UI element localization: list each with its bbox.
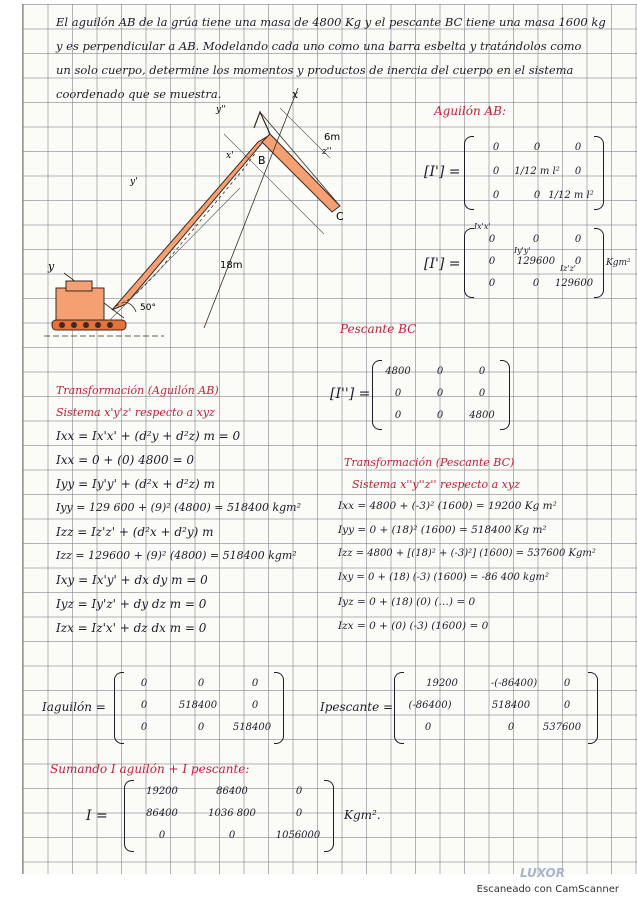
matrix1-cell: 0: [533, 142, 541, 153]
point-c-label: C: [336, 210, 344, 223]
i-pescante-cell: (-86400): [408, 700, 452, 711]
transform-ab-line: Ixx = 0 + (0) 4800 = 0: [56, 453, 194, 467]
i-pescante-cell: 518400: [491, 700, 531, 711]
i-aguilon-cell: 0: [251, 678, 259, 689]
transform-ab-line: Iyy = Iy'y' + (d²x + d²z) m: [56, 477, 215, 491]
axis-x-prime-label: x': [226, 151, 234, 161]
transform-bc-line: Ixx = 4800 + (-3)² (1600) = 19200 Kg m²: [338, 500, 557, 512]
transform-bc-line: Izx = 0 + (0) (-3) (1600) = 0: [338, 620, 489, 632]
i-pescante-cell: 0: [424, 722, 432, 733]
crane-jib: [262, 134, 340, 212]
sum-cell: 1056000: [275, 830, 321, 841]
matrix1-cell: 1/12 m l²: [514, 166, 560, 177]
axis-x-label: x: [292, 88, 299, 101]
matrix2-unit: Kgm²: [606, 258, 631, 268]
sum-cell: 86400: [146, 808, 178, 819]
axis-y-prime-label: y': [130, 177, 138, 187]
matrix2: [464, 228, 604, 298]
pescante-matrix-cell: 4800: [469, 410, 495, 421]
transform-ab-line: Izz = Iz'z' + (d²x + d²y) m: [56, 525, 214, 539]
axis-y-label: y: [48, 260, 55, 273]
transform-ab-line: Iyz = Iy'z' + dy dz m = 0: [56, 597, 207, 611]
matrix2-cell: 0: [488, 234, 496, 245]
transform-bc-subtitle: Sistema x''y''z'' respecto a xyz: [352, 478, 520, 491]
pescante-heading: Pescante BC: [340, 322, 417, 336]
pescante-matrix-cell: 0: [478, 388, 486, 399]
pescante-matrix-cell: 0: [436, 366, 444, 377]
crane-cab: [52, 281, 126, 330]
i-pescante-matrix: [394, 672, 598, 744]
sum-cell: 0: [158, 830, 166, 841]
i-aguilon-cell: 518400: [232, 722, 272, 733]
i-aguilon-matrix: [114, 672, 284, 744]
pescante-matrix-cell: 0: [436, 388, 444, 399]
statement-line-3: un solo cuerpo, determine los momentos y productos de inercia del cuerpo en el sistema: [56, 63, 574, 77]
i-aguilon-cell: 518400: [178, 700, 218, 711]
pescante-matrix-cell: 0: [394, 410, 402, 421]
pescante-matrix-cell: 4800: [385, 366, 411, 377]
sum-unit: Kgm².: [344, 808, 381, 822]
axis-y-dbl-label: y'': [216, 105, 227, 115]
matrix2-cell: 129600: [554, 278, 594, 289]
i-aguilon-cell: 0: [140, 722, 148, 733]
scanner-footer-text: Escaneado con CamScanner: [476, 884, 619, 895]
point-b-label: B: [258, 154, 266, 167]
matrix2-cell: 0: [574, 234, 582, 245]
transform-ab-line: Iyy = 129 600 + (9)² (4800) = 518400 kgm²: [56, 501, 301, 514]
matrix1-cell: 0: [574, 142, 582, 153]
transform-ab-title: Transformación (Aguilón AB): [56, 384, 219, 397]
matrix2-tag-ixx: Ix'x': [474, 222, 491, 231]
statement-line-4: coordenado que se muestra.: [56, 87, 222, 101]
i-pescante-cell: 537600: [542, 722, 582, 733]
transform-bc-line: Iyy = 0 + (18)² (1600) = 518400 Kg m²: [338, 524, 547, 536]
matrix1-cell: 0: [533, 190, 541, 201]
i-aguilon-cell: 0: [251, 700, 259, 711]
sum-label: I =: [86, 808, 108, 824]
matrix2-tag-iyy: Iy'y': [514, 246, 531, 255]
transform-bc-line: Ixy = 0 + (18) (-3) (1600) = -86 400 kgm²: [338, 572, 549, 583]
matrix1-cell: 0: [574, 166, 582, 177]
i-aguilon-cell: 0: [140, 700, 148, 711]
i-pescante-cell: 0: [507, 722, 515, 733]
transform-ab-line: Izx = Iz'x' + dz dx m = 0: [56, 621, 207, 635]
matrix2-cell: 0: [488, 278, 496, 289]
transform-ab-line: Ixy = Ix'y' + dx dy m = 0: [56, 573, 208, 587]
transform-bc-line: Iyz = 0 + (18) (0) (…) = 0: [338, 596, 476, 608]
scanner-footer: [0, 884, 637, 895]
sum-cell: 19200: [146, 786, 178, 797]
i-pescante-cell: 0: [563, 700, 571, 711]
matrix2-label: [I'] =: [424, 256, 461, 272]
pescante-matrix-label: [I''] =: [330, 386, 371, 402]
matrix2-cell: 129600: [516, 256, 556, 267]
sum-cell: 0: [228, 830, 236, 841]
matrix1-cell: 0: [492, 142, 500, 153]
transform-bc-title: Transformación (Pescante BC): [344, 456, 515, 469]
sum-cell: 0: [295, 808, 303, 819]
matrix1-cell: 1/12 m l²: [548, 190, 594, 201]
sum-cell: 1036 800: [208, 808, 256, 819]
axis-z-dbl-label: z'': [322, 147, 332, 157]
i-aguilon-cell: 0: [140, 678, 148, 689]
statement-line-1: El aguilón AB de la grúa tiene una masa de 4800 Kg y el pescante BC tiene una masa 1600 kg: [56, 15, 606, 29]
sum-matrix: [124, 780, 334, 852]
crane-figure: [44, 88, 364, 358]
matrix2-cell: 0: [532, 234, 540, 245]
dimension-18m: 18m: [220, 260, 243, 271]
matrix2-tag-izz: Iz'z': [560, 264, 576, 273]
i-pescante-cell: 19200: [426, 678, 458, 689]
angle-label: 50°: [140, 303, 156, 313]
pescante-matrix-cell: 0: [478, 366, 486, 377]
matrix2-cell: 0: [532, 278, 540, 289]
i-aguilon-cell: 0: [197, 722, 205, 733]
crane-boom: [112, 136, 268, 310]
matrix2-cell: 0: [488, 256, 496, 267]
transform-ab-subtitle: Sistema x'y'z' respecto a xyz: [56, 406, 215, 419]
i-pescante-cell: 0: [563, 678, 571, 689]
transform-bc-line: Izz = 4800 + [(18)² + (-3)²] (1600) = 537600 Kgm²: [338, 548, 596, 559]
matrix2-cell: 0: [574, 256, 582, 267]
aguilon-heading: Aguilón AB:: [434, 104, 507, 118]
sum-cell: 86400: [216, 786, 248, 797]
i-aguilon-label: Iaguilón =: [42, 700, 106, 714]
i-aguilon-cell: 0: [197, 678, 205, 689]
sum-title: Sumando I aguilón + I pescante:: [50, 762, 250, 776]
matrix1-label: [I'] =: [424, 164, 461, 180]
matrix1-cell: 0: [492, 190, 500, 201]
pescante-matrix-cell: 0: [436, 410, 444, 421]
dimension-6m: 6m: [324, 132, 341, 143]
pescante-matrix-cell: 0: [394, 388, 402, 399]
transform-ab-line: Izz = 129600 + (9)² (4800) = 518400 kgm²: [56, 549, 297, 562]
matrix1: [464, 136, 604, 210]
i-pescante-cell: -(-86400): [490, 678, 538, 689]
luxor-logo: LUXOR: [520, 866, 565, 880]
matrix1-cell: 0: [492, 166, 500, 177]
statement-line-2: y es perpendicular a AB. Modelando cada uno como una barra esbelta y tratándolos como: [56, 39, 582, 53]
pescante-matrix: [372, 360, 510, 430]
sum-cell: 0: [295, 786, 303, 797]
transform-ab-line: Ixx = Ix'x' + (d²y + d²z) m = 0: [56, 429, 241, 443]
i-pescante-label: Ipescante =: [320, 700, 394, 714]
